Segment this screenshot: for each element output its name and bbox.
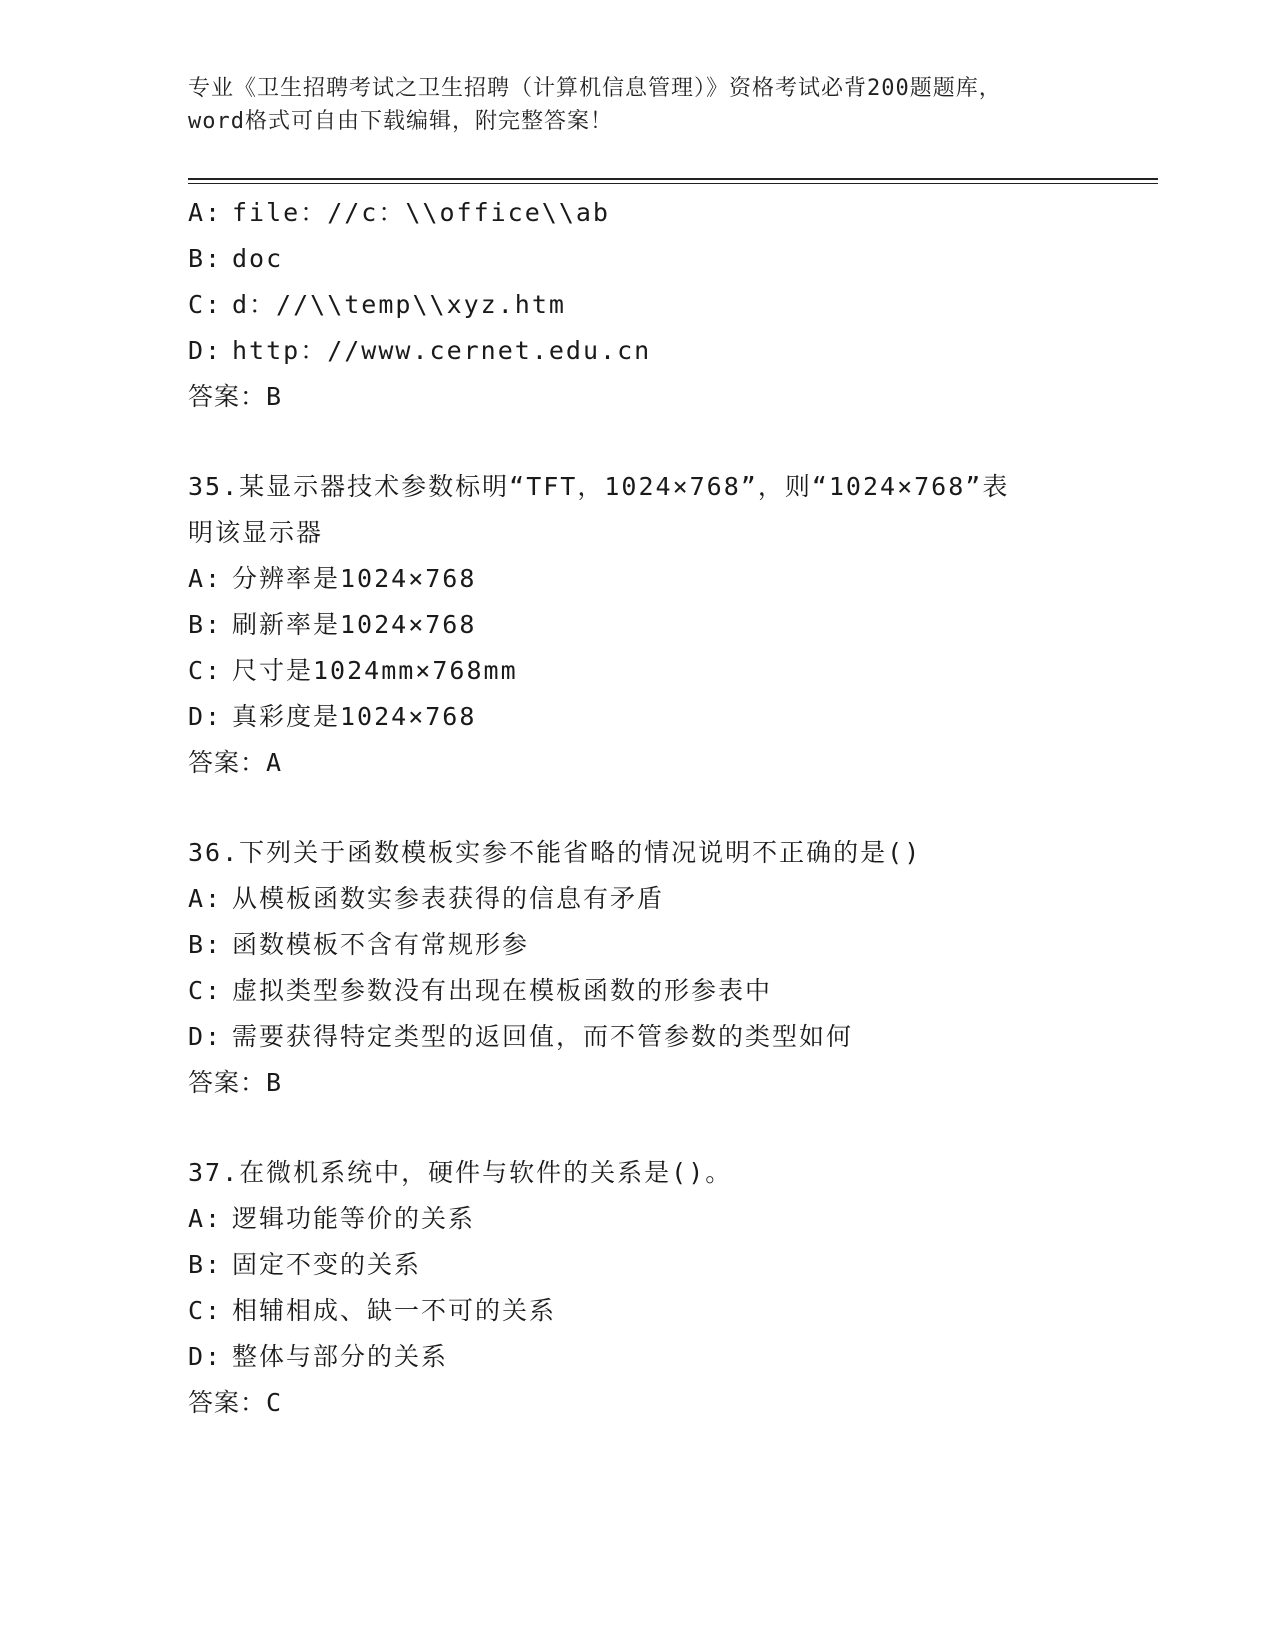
- option-b: [188, 1242, 1158, 1288]
- option-label: A:: [188, 884, 223, 913]
- option-a: [188, 556, 1158, 602]
- option-text: d：//\\temp\\xyz.htm: [232, 290, 566, 319]
- question-spacer: [188, 786, 1158, 830]
- question-block: [188, 190, 1158, 464]
- option-c: [188, 282, 1158, 328]
- option-d: [188, 1014, 1158, 1060]
- option-text: http：//www.cernet.edu.cn: [232, 336, 652, 365]
- option-label: A:: [188, 1204, 223, 1233]
- option-label: C:: [188, 976, 223, 1005]
- option-text: doc: [232, 244, 284, 273]
- option-text: 整体与部分的关系: [232, 1342, 449, 1371]
- question-list: [188, 190, 1158, 1426]
- option-label: B:: [188, 610, 223, 639]
- option-label: D:: [188, 702, 223, 731]
- option-d: [188, 694, 1158, 740]
- question-block: [188, 1150, 1158, 1426]
- question-stem: 明该显示器: [188, 518, 324, 547]
- option-text: 刷新率是1024×768: [232, 610, 477, 639]
- header-line-1: 专业《卫生招聘考试之卫生招聘（计算机信息管理）》资格考试必背200题题库，: [188, 76, 1002, 101]
- option-label: C:: [188, 656, 223, 685]
- option-label: D:: [188, 1342, 223, 1371]
- option-label: D:: [188, 336, 223, 365]
- document-header: [188, 72, 1088, 138]
- option-text: 函数模板不含有常规形参: [232, 930, 530, 959]
- option-c: [188, 648, 1158, 694]
- option-text: 需要获得特定类型的返回值，而不管参数的类型如何: [232, 1022, 854, 1051]
- question-stem: 37.在微机系统中，硬件与软件的关系是()。: [188, 1158, 733, 1187]
- option-text: 相辅相成、缺一不可的关系: [232, 1296, 557, 1325]
- option-b: [188, 236, 1158, 282]
- option-label: B:: [188, 930, 223, 959]
- option-text: 逻辑功能等价的关系: [232, 1204, 476, 1233]
- option-text: 从模板函数实参表获得的信息有矛盾: [232, 884, 665, 913]
- option-b: [188, 602, 1158, 648]
- option-label: C:: [188, 290, 223, 319]
- option-text: 真彩度是1024×768: [232, 702, 477, 731]
- answer-line: 答案：B: [188, 1068, 283, 1097]
- option-label: D:: [188, 1022, 223, 1051]
- question-block: [188, 464, 1158, 830]
- option-label: B:: [188, 1250, 223, 1279]
- option-c: [188, 1288, 1158, 1334]
- document-page: [188, 0, 1158, 1650]
- option-d: [188, 328, 1158, 374]
- option-text: 分辨率是1024×768: [232, 564, 477, 593]
- answer-line: 答案：A: [188, 748, 283, 777]
- answer-line: 答案：C: [188, 1388, 283, 1417]
- option-label: A:: [188, 564, 223, 593]
- option-label: A:: [188, 198, 223, 227]
- question-spacer: [188, 1106, 1158, 1150]
- option-c: [188, 968, 1158, 1014]
- option-text: file：//c：\\office\\ab: [232, 198, 610, 227]
- answer-line: 答案：B: [188, 382, 283, 411]
- option-a: [188, 876, 1158, 922]
- header-divider-thin: [188, 183, 1158, 184]
- option-b: [188, 922, 1158, 968]
- option-a: [188, 1196, 1158, 1242]
- option-d: [188, 1334, 1158, 1380]
- question-block: [188, 830, 1158, 1150]
- option-text: 尺寸是1024mm×768mm: [232, 656, 518, 685]
- question-stem: 35.某显示器技术参数标明“TFT，1024×768”，则“1024×768”表: [188, 472, 1010, 501]
- option-label: B:: [188, 244, 223, 273]
- option-text: 虚拟类型参数没有出现在模板函数的形参表中: [232, 976, 773, 1005]
- header-line-2: word格式可自由下载编辑，附完整答案！: [188, 109, 613, 134]
- question-stem: 36.下列关于函数模板实参不能省略的情况说明不正确的是(): [188, 838, 922, 867]
- question-spacer: [188, 420, 1158, 464]
- option-text: 固定不变的关系: [232, 1250, 422, 1279]
- header-divider-thick: [188, 178, 1158, 180]
- option-label: C:: [188, 1296, 223, 1325]
- option-a: [188, 190, 1158, 236]
